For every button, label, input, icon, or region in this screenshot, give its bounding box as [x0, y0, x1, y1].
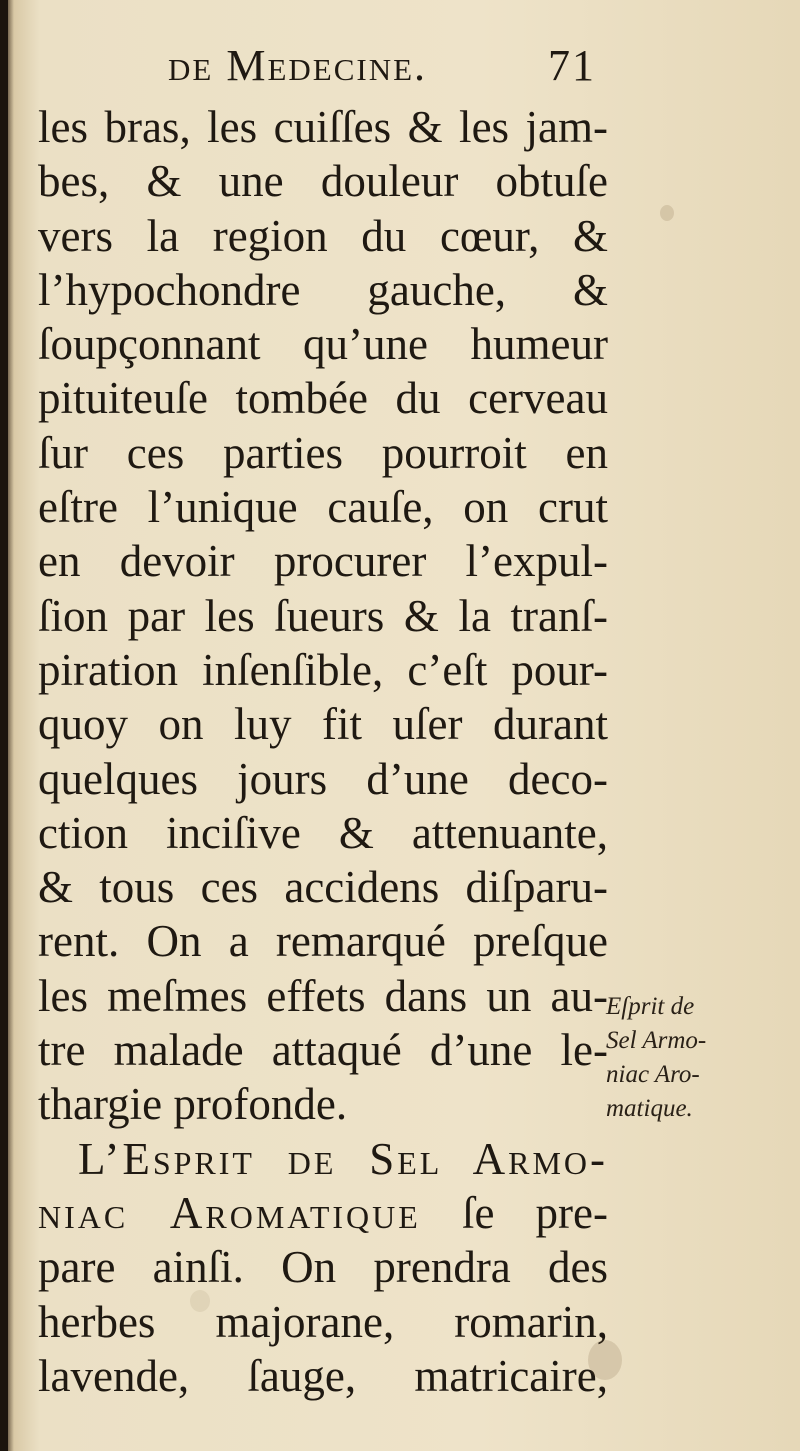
text-line: en devoir procurer l’expul-	[38, 536, 608, 587]
text-line: eſtre l’unique cauſe, on crut	[38, 482, 608, 533]
marginal-note	[606, 990, 796, 1126]
text-fragment: ſe pre-	[420, 1187, 609, 1238]
book-spine-shadow	[0, 0, 8, 1451]
text-line: thargie profonde.	[38, 1079, 348, 1130]
page-number: 71	[548, 41, 596, 90]
paper-stain	[190, 1290, 210, 1312]
body-text	[38, 100, 608, 1403]
text-line: lavende, ſauge, matricaire,	[38, 1350, 608, 1401]
text-line: bes, & une douleur obtuſe	[38, 156, 608, 207]
section-heading-smallcaps: niac Aromatique	[38, 1187, 421, 1238]
paper-stain	[660, 205, 674, 221]
paper-stain	[588, 1340, 622, 1380]
text-line	[38, 1186, 608, 1240]
margin-note-line: matique.	[606, 1095, 693, 1122]
text-line: pare ainſi. On prendra des	[38, 1242, 608, 1293]
text-line: ction inciſive & attenuante,	[38, 807, 608, 858]
text-line: les meſmes effets dans un au-	[38, 970, 608, 1021]
text-line: rent. On a remarqué preſque	[38, 916, 608, 967]
margin-note-line: Sel Armo-	[606, 1027, 707, 1054]
text-line: quoy on luy fit uſer durant	[38, 699, 608, 750]
margin-note-line: Eſprit de	[606, 993, 695, 1020]
running-title: de Medecine.	[168, 41, 428, 90]
text-line: les bras, les cuiſſes & les jam-	[38, 102, 608, 152]
text-line: ſion par les ſueurs & la tranſ-	[38, 590, 608, 641]
margin-note-line: niac Aro-	[606, 1061, 700, 1088]
paragraph-start-line	[38, 1132, 608, 1186]
text-line: piration inſenſible, c’eſt pour-	[38, 644, 608, 695]
text-line: & tous ces accidens diſparu-	[38, 862, 608, 913]
text-line: pituiteuſe tombée du cerveau	[38, 373, 608, 424]
text-line: l’hypochondre gauche, &	[38, 264, 608, 315]
text-line: ſur ces parties pourroit en	[38, 427, 608, 478]
page-header	[168, 40, 628, 102]
text-line: ſoupçonnant qu’une humeur	[38, 319, 608, 370]
text-line: tre malade attaqué d’une le-	[38, 1025, 608, 1076]
section-heading-smallcaps: L’Esprit de Sel Armo-	[78, 1133, 608, 1184]
text-line: vers la region du cœur, &	[38, 210, 608, 261]
text-line: herbes majorane, romarin,	[38, 1296, 608, 1347]
text-line: quelques jours d’une deco-	[38, 753, 608, 804]
